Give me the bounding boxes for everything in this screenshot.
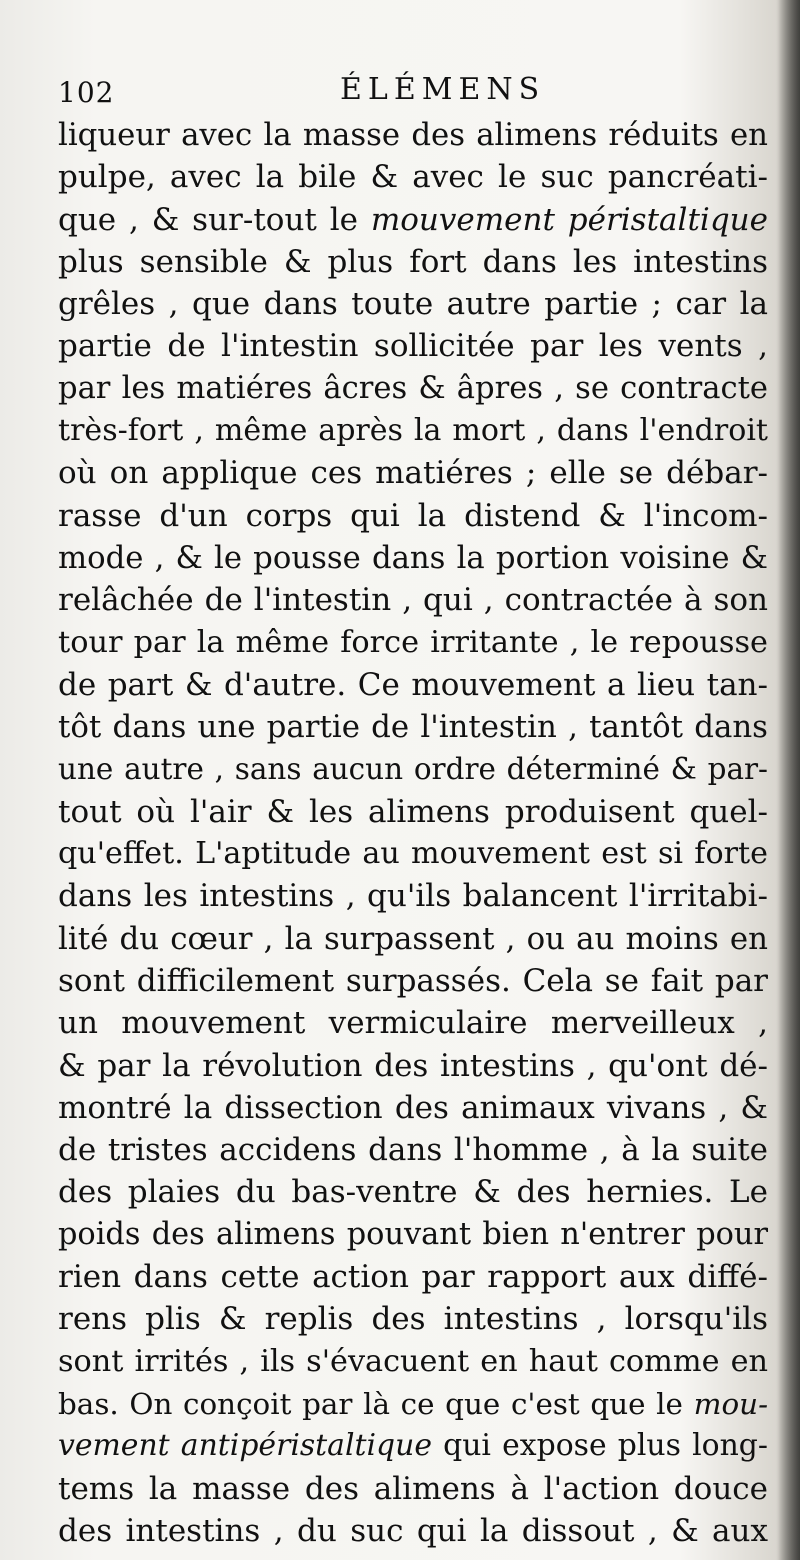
text-segment: tems la masse des alimens à l'action douce [58,1470,768,1507]
text-line [58,1002,768,1044]
text-segment: tour par la même force irritante , le repousse [58,624,768,660]
text-line [58,283,768,325]
text-line [58,114,768,156]
text-line [58,875,768,917]
text-segment: qu'effet. L'aptitude au mouvement est si forte [58,836,768,872]
text-segment: qui expose plus long- [431,1428,768,1464]
text-line [58,1510,768,1552]
text-line [58,368,768,410]
text-line [58,156,768,198]
text-line [58,537,768,579]
text-line [58,622,768,664]
text-segment: de part & d'autre. Ce mouvement a lieu tan- [58,666,768,703]
text-line [58,1087,768,1129]
text-line [58,748,768,790]
text-line [58,1214,768,1256]
text-segment: grêles , que dans toute autre partie ; car la [58,286,768,323]
text-line [58,1045,768,1087]
text-segment: pulpe, avec la bile & avec le suc pancréati- [58,159,768,196]
text-segment: partie de l'intestin sollicitée par les vents , [58,328,768,365]
page-header [58,72,768,114]
text-line [58,579,768,621]
italic-term: vement antipéristaltique [58,1428,432,1464]
text-segment: des plaies du bas-ventre & des hernies. Le [58,1174,768,1211]
italic-term: mou- [693,1386,768,1421]
text-segment: rasse d'un corps qui la distend & l'incom- [58,497,768,534]
text-line [58,1425,768,1467]
text-segment: tôt dans une partie de l'intestin , tantôt dans [58,709,768,746]
text-segment: & par la révolution des intestins , qu'ont dé- [58,1047,768,1084]
text-line [58,452,768,494]
text-line [58,1298,768,1340]
text-segment: où on applique ces matiéres ; elle se débar- [58,455,768,492]
text-line [58,1171,768,1213]
text-segment: relâchée de l'intestin , qui , contractée à son [58,582,768,619]
text-segment: une autre , sans aucun ordre déterminé & par- [58,752,768,787]
page-number: 102 [58,76,115,109]
text-segment: liqueur avec la masse des alimens réduits en [58,117,768,153]
text-segment: que , & sur-tout le [58,201,371,238]
text-segment: sont irrités , ils s'évacuent en haut comme en [58,1343,768,1379]
body-text [58,114,768,1552]
text-line [58,1383,768,1425]
page-edge-shadow [778,0,800,1560]
text-line [58,833,768,875]
text-line [58,495,768,537]
text-segment: sont difficilement surpassés. Cela se fait par [58,962,768,999]
text-line [58,241,768,283]
text-line [58,791,768,833]
text-line [58,325,768,367]
text-segment: montré la dissection des animaux vivans , & [58,1089,768,1126]
text-line [58,1256,768,1298]
italic-term: mouvement péristaltique [370,201,768,238]
text-segment: un mouvement vermiculaire merveilleux , [58,1005,768,1042]
text-segment: rens plis & replis des intestins , lorsqu'ils [58,1301,768,1338]
text-line [58,410,768,452]
running-title: ÉLÉMENS [340,72,546,107]
text-segment: lité du cœur , la surpassent , ou au moins en [58,920,768,957]
text-segment: par les matiéres âcres & âpres , se contracte [58,370,768,406]
text-line [58,1341,768,1383]
text-line [58,1468,768,1510]
text-segment: plus sensible & plus fort dans les intestins [58,243,768,280]
text-segment: mode , & le pousse dans la portion voisine & [58,539,768,576]
text-line [58,1129,768,1171]
text-segment: rien dans cette action par rapport aux diffé- [58,1259,768,1296]
text-segment: tout où l'air & les alimens produisent quel- [58,793,768,830]
text-segment: bas. On conçoit par là ce que c'est que le [58,1386,694,1421]
text-line [58,960,768,1002]
text-segment: poids des alimens pouvant bien n'entrer pour [58,1216,768,1252]
text-line [58,664,768,706]
text-line [58,706,768,748]
text-line [58,918,768,960]
text-line [58,199,768,241]
text-segment: de tristes accidens dans l'homme , à la suite [58,1132,768,1169]
text-segment: dans les intestins , qu'ils balancent l'irritabi- [58,878,768,915]
text-segment: des intestins , du suc qui la dissout , & aux [58,1512,768,1549]
text-segment: très-fort , même après la mort , dans l'endroit [58,413,768,449]
